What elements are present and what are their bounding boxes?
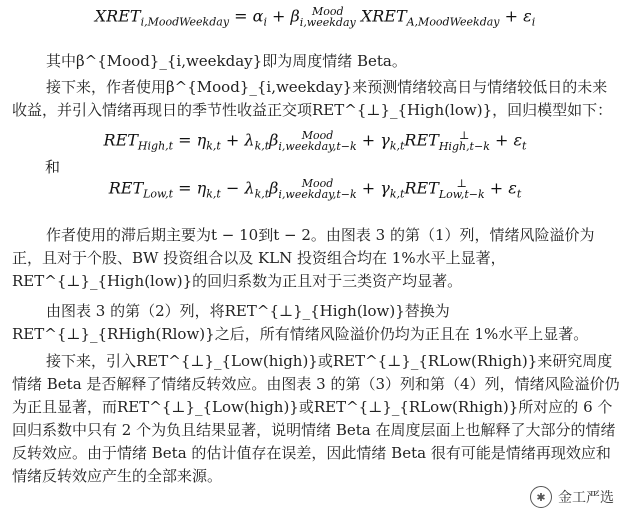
paragraph-1-text: 其中β^{Mood}_{i,weekday}即为周度情绪 Beta。	[46, 52, 407, 70]
watermark-label: 金工严选	[558, 490, 614, 506]
watermark	[530, 486, 614, 508]
paragraph-1	[12, 50, 620, 73]
paragraph-4-text: 由图表 3 的第（2）列，将RET^{⊥}_{High(low)}替换为RET^{⊥}_{RHigh(Rlow)}之后，所有情绪风险溢价仍均为正且在 1%水平上显著。	[12, 302, 589, 343]
equation-2: $RET_{High,t} = \eta_{k,t} + \lambda_{k,t}\beta$ Mood i,weekday,t−k + $\gamma_{k,t}RET$ ⊥ High,t−k + $\varepsilon_t$	[103, 129, 527, 153]
paragraph-3	[12, 224, 620, 293]
connector-he-text: 和	[45, 158, 61, 176]
paragraph-2	[12, 76, 620, 122]
paragraph-2-text: 接下来，作者使用β^{Mood}_{i,weekday}来预测情绪较高日与情绪较低日的未来收益，并引入情绪再现日的季节性收益正交项RET^{⊥}_{High(low)}，回归模型如下：	[12, 78, 613, 119]
paragraph-3-text: 作者使用的滞后期主要为t − 10到t − 2。由图表 3 的第（1）列，情绪风险溢价为正，且对于个股、BW 投资组合以及 KLN 投资组合均在 1%水平上显著，RET^{⊥}_{High(low)}的回归系数为正且对于三类资产均显著。	[12, 226, 595, 290]
paragraph-5-text: 接下来，引入RET^{⊥}_{Low(high)}或RET^{⊥}_{RLow(Rhigh)}来研究周度情绪 Beta 是否解释了情绪反转效应。由图表 3 的第（3）列和第（4）列，情绪风险溢价仍为正且显著，而RET^{⊥}_{Low(high)}或RET^{⊥}_{RLow(Rhigh)}所对应的 6 个回归系数中只有 2 个为负且结果显著，说明情绪 Beta 在周度层面上也解释了大部分的情绪反转效应。由于情绪 Beta 的估计值存在误差，因此情绪 Beta 很有可能是情绪再现效应和情绪反转效应产生的全部来源。	[12, 352, 620, 485]
equation-3: $RET_{Low,t} = \eta_{k,t} - \lambda_{k,t}\beta$ Mood i,weekday,t−k + $\gamma_{k,t}RET$ ⊥ Low,t−k + $\varepsilon_t$	[108, 177, 522, 201]
paragraph-5	[12, 350, 620, 488]
paragraph-4	[12, 300, 620, 346]
equation-1: $XRET_{i,MoodWeekday} = \alpha_i + \beta$ Mood i,weekday $XRET_{A,MoodWeekday} + \varepsilon_i$	[94, 5, 536, 29]
wechat-icon: ✱	[530, 486, 552, 508]
connector-he	[45, 156, 60, 177]
